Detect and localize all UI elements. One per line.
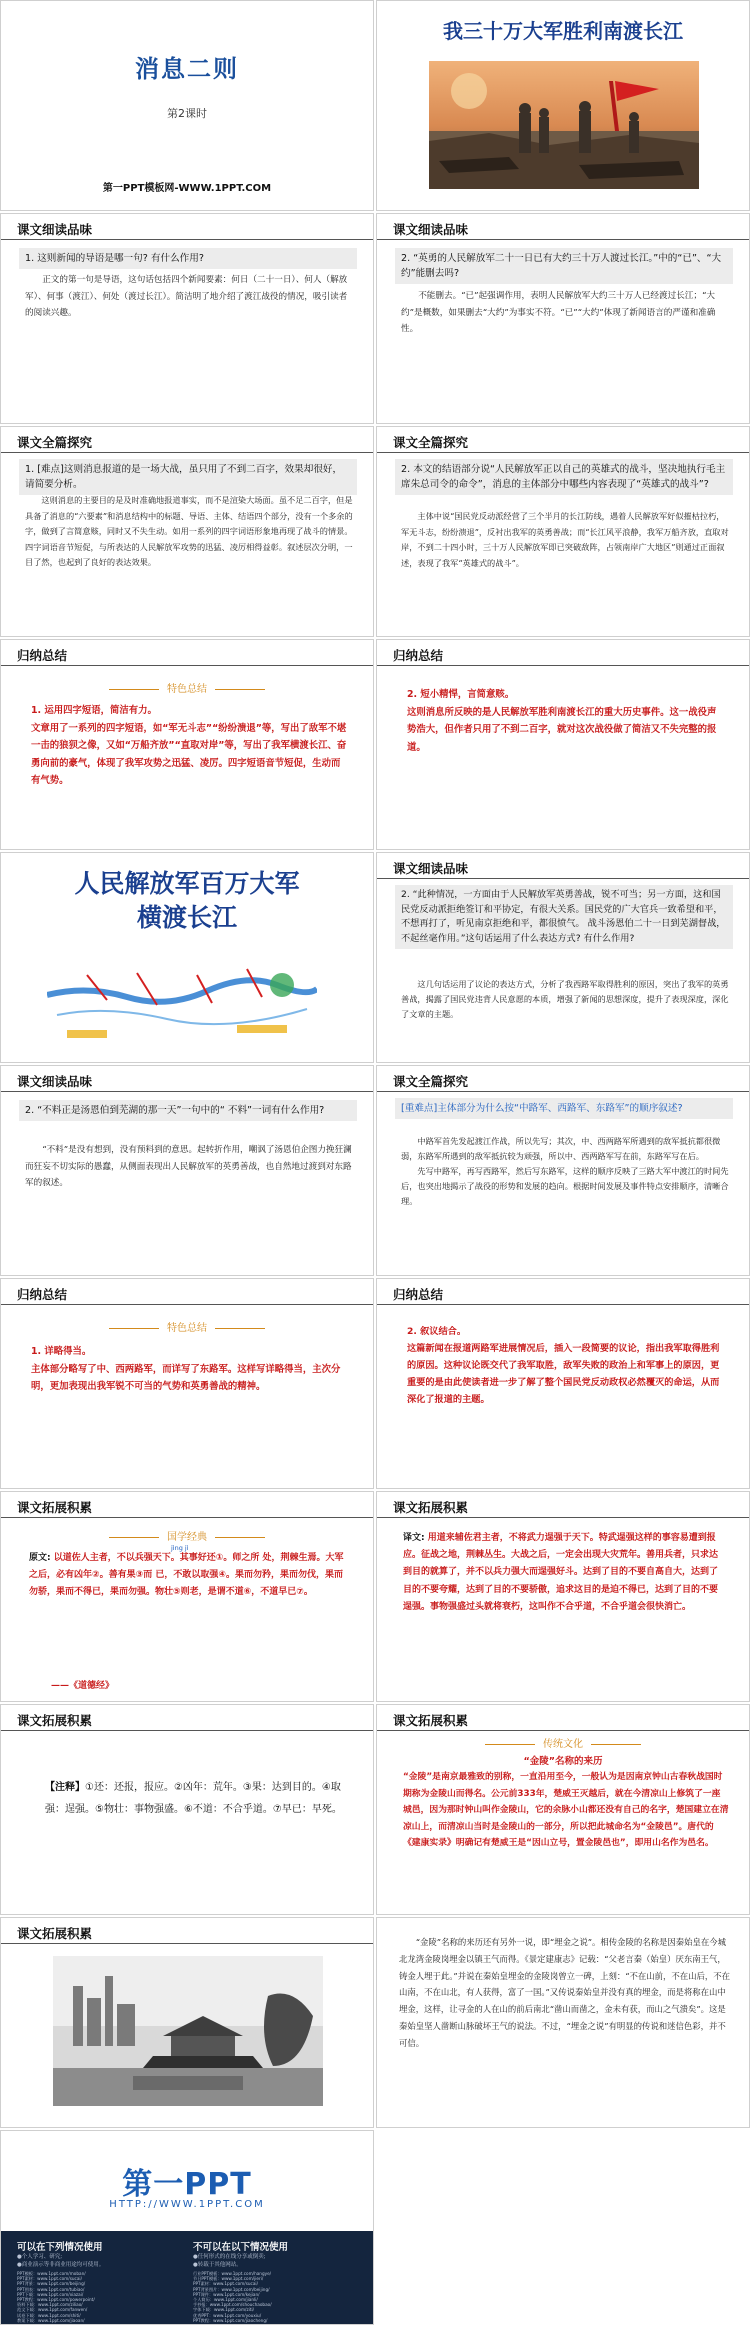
- lesson-title: 消息二则: [135, 55, 239, 83]
- slide-header: 归纳总结: [1, 1279, 373, 1305]
- slide-s17: [0, 1704, 374, 1915]
- question-text: 主体部分为什么按“中路军、西路军、东路军”的顺序叙述?: [437, 1103, 683, 1114]
- slide-ppt-footer: [0, 2130, 374, 2325]
- source-citation: ——《道德经》: [51, 1681, 115, 1691]
- slide-header: 课文拓展积累: [377, 1492, 749, 1518]
- slide-s8: [376, 639, 750, 850]
- legend-text: “金陵”名称的来历还有另外一说，即“埋金之说”。相传金陵的名称是因秦始皇在今城北龙湾金陵岗埋金以镇王气而得。《景定建康志》记载：“父老言秦（始皇）厌东南王气，铸金人埋于此。”并说在秦始皇埋金的金陵岗曾立一碑，上刻：“不在山前，不在山后，不在山南，不在山北，有人获得，富了一国。”又传说秦始皇并没有真的埋金，而是将称在山中埋金，这样，让寻金的人在山的前后南北“凿山而凿之，金未有获，而山之气溃矣”。这是秦始皇坚人凿断山脉破坏王气的说法。不过，“埋金之说”有明显的传说和迷信色彩，并不可信。: [399, 1937, 730, 2048]
- divider-line: [215, 1537, 265, 1538]
- allowed-title: 可以在下列情况使用: [17, 2242, 103, 2253]
- resource-links-right[interactable]: 行业PPT模板：www.1ppt.com/hangye/ 节日PPT模板：www.1ppt.com/jieri/ PPT素材：www.1ppt.com/sucai/ PPT背景图片：www.1ppt.com/beijing/ PPT课件：www.1ppt.com/kejian/ 个人简历：www.1ppt.com/jianli/ 手抄报：www.1ppt.com/shouchaobao/ 字体下载：www.1ppt.com/ziti/ 优秀PPT：www.1ppt.com/youxiu/ PPT教程：www.1ppt.com/jiaocheng/: [193, 2271, 272, 2323]
- section-title: [1, 1528, 373, 1543]
- slide-heading: [1, 867, 373, 935]
- section-title-text: 国学经典: [167, 1532, 207, 1543]
- divider-line: [109, 689, 159, 690]
- slide-header: 课文拓展积累: [377, 1705, 749, 1731]
- text-label: 译文:: [403, 1533, 425, 1543]
- divider-line: [485, 1744, 535, 1745]
- difficulty-tag: [重难点]: [401, 1103, 438, 1114]
- slide-s20: [376, 1917, 750, 2128]
- river-crossing-map: [47, 945, 317, 1055]
- slide-header: 课文拓展积累: [1, 1705, 373, 1731]
- slide-header: 课文细读品味: [1, 1066, 373, 1092]
- summary-text: 2. 叙议结合。 这篇新闻在报道两路军进展情况后，插入一段简要的议论，指出我军取得胜利的原因。这种议论既交代了我军取胜，敌军失败的政治上和军事上的原因，更重要的是由此使读者进一步了解了整个国民党反动政权必然覆灭的命运，从而深化了报道的主题。: [407, 1326, 720, 1405]
- forbidden-text: ●任何形式的在线分享或倒卖; ●转载于其他网站。: [193, 2254, 266, 2268]
- heading-line-1: 人民解放军百万大军: [74, 869, 300, 898]
- summary-text: 1. 详略得当。 主体部分略写了中、西两路军，而详写了东路军。这样写详略得当，主次分明，更加表现出我军锐不可当的气势和英勇善战的精神。: [31, 1346, 341, 1392]
- question-box: 2. “英勇的人民解放军二十一日已有大约三十万人渡过长江。”中的“已”、“大约”能删去吗?: [395, 248, 733, 284]
- section-title: [377, 1735, 749, 1750]
- slide-s7: [0, 639, 374, 850]
- slide-s3: [0, 213, 374, 424]
- divider-line: [109, 1328, 159, 1329]
- slide-title: [0, 0, 374, 211]
- answer-text: 这几句话运用了议论的表达方式，分析了我西路军取得胜利的原因，突出了我军的英勇善战，揭露了国民党违背人民意愿的本质，增强了新闻的思想深度，提升了表现深度，深化了文章的主题。: [401, 979, 729, 1019]
- battle-painting-image: [429, 61, 699, 189]
- answer-text: 中路军首先发起渡江作战，所以先写；其次，中、西两路军所遇到的敌军抵抗都很微弱，东路军所遇到的敌军抵抗较为顽强，所以中、西两路军写在前，东路军写在后。 先写中路军，再写西路军，然后写东路军，这样的顺序反映了三路大军中渡江的时间先后，也突出地揭示了战役的形势和发展的趋向。根据时间发展及事件特点安排顺序，清晰合理。: [401, 1136, 729, 1206]
- ppt-logo-area: [1, 2131, 373, 2231]
- divider-line: [215, 1328, 265, 1329]
- empty-area: [376, 2130, 750, 2325]
- slide-s4: [376, 213, 750, 424]
- notes-label: 【注释】: [45, 1782, 85, 1793]
- answer-text: 主体中说“国民党反动派经营了三个半月的长江防线，遇着人民解放军好似摧枯拉朽，军无斗志，纷纷溃退”，反衬出我军的英勇善战；而“长江风平浪静，我军万船齐放，直取对岸，不到二十四小时，三十万人民解放军即已突破敌阵，占领南岸广大地区”则通过正面叙述，表现了我军“英雄式的战斗”。: [401, 511, 729, 568]
- slide-s19: [0, 1917, 374, 2128]
- notes-body: ①还：还报，报应。②凶年：荒年。③果：达到目的。④取强：逞强。⑤物壮：事物强盛。⑥不道：不合乎道。⑦早已：早死。: [45, 1782, 342, 1815]
- allowed-text: ●个人学习、研究; ●商业演示等非商业用途均可使用。: [17, 2254, 105, 2268]
- heading-line-2: 横渡长江: [136, 903, 237, 932]
- pinyin-ruby: jìng jì: [171, 1544, 189, 1552]
- divider-line: [215, 689, 265, 690]
- slide-header: 课文拓展积累: [1, 1492, 373, 1518]
- question-box: 2. 本文的结语部分说“人民解放军正以自己的英雄式的战斗，坚决地执行毛主席朱总司令的命令”，消息的主体部分中哪些内容表现了“英雄式的战斗”?: [395, 459, 733, 495]
- slide-s12: [376, 1065, 750, 1276]
- slide-s5: [0, 426, 374, 637]
- slide-header: 归纳总结: [377, 1279, 749, 1305]
- slide-header: 课文全篇探究: [377, 427, 749, 453]
- slide-header: 课文细读品味: [377, 214, 749, 240]
- summary-text: 1. 运用四字短语，简洁有力。 文章用了一系列的四字短语，如“军无斗志”“纷纷溃退”等，写出了敌军不堪一击的狼狈之像，又如“万船齐放”“直取对岸”等，写出了我军横渡长江、奋勇向前的豪气，体现了我军攻势之迅猛、凌厉。四字短语音节短促，生动而有气势。: [31, 705, 347, 786]
- slide-header: 课文细读品味: [377, 853, 749, 879]
- ppt-url: HTTP://WWW.1PPT.COM: [109, 2199, 265, 2210]
- slide-header: 课文全篇探究: [1, 427, 373, 453]
- answer-text: “不料”是没有想到，没有预料到的意思。起转折作用，嘲讽了汤恩伯企图力挽狂澜而狂妄不切实际的愚蠢，从侧面表现出人民解放军的英勇善战，也自然地过渡到对东路军的叙述。: [25, 1145, 352, 1188]
- question-box: [395, 1098, 733, 1119]
- site-watermark: 第一PPT模板网-WWW.1PPT.COM: [102, 183, 272, 194]
- slide-s6: [376, 426, 750, 637]
- nanjing-photo: [53, 1956, 323, 2106]
- divider-line: [591, 1744, 641, 1745]
- section-title-text: 特色总结: [167, 1323, 207, 1334]
- slide-s16: [376, 1491, 750, 1702]
- slide-map: [0, 852, 374, 1063]
- slide-header: 归纳总结: [377, 640, 749, 666]
- section-title: [1, 680, 373, 695]
- classic-text: [29, 1550, 347, 1601]
- resource-links-left[interactable]: PPT模板：www.1ppt.com/moban/ PPT素材：www.1ppt.com/sucai/ PPT背景：www.1ppt.com/beijing/ PPT图表：www.1ppt.com/tubiao/ PPT下载：www.1ppt.com/xiazai/ PPT教程：www.1ppt.com/powerpoint/ 资料下载：www.1ppt.com/ziliao/ 范文下载：www.1ppt.com/fanwen/ 试卷下载：www.1ppt.com/shiti/ 教案下载：www.1ppt.com/jiaoan/: [17, 2271, 95, 2323]
- question-box: 1. 这则新闻的导语是哪一句? 有什么作用?: [19, 248, 357, 269]
- divider-line: [109, 1537, 159, 1538]
- answer-text: 这则消息的主要目的是及时准确地报道事实，而不是渲染大场面。虽不足二百字，但是具备了消息的“六要素”和消息结构中的标题、导语、主体、结语四个部分，没有一个多余的字，做到了言简意赅，同时又不失生动。如用一系列的四字词语形象地再现了战斗的情景。四字词语音节短促，与所表达的人民解放军攻势的迅猛、凌厉相得益彰。叙述层次分明，一目了然，也起到了良好的表达效果。: [25, 495, 353, 567]
- culture-subtitle: “金陵”名称的来历: [523, 1756, 603, 1767]
- translation-text: [403, 1530, 723, 1616]
- slide-heading: 我三十万大军胜利南渡长江: [443, 19, 683, 43]
- slide-s14: [376, 1278, 750, 1489]
- text-label: 原文:: [29, 1553, 51, 1563]
- section-title-text: 传统文化: [543, 1739, 583, 1750]
- section-title-text: 特色总结: [167, 684, 207, 695]
- slide-header: 归纳总结: [1, 640, 373, 666]
- ppt-usage-panel: [1, 2231, 373, 2325]
- forbidden-title: 不可以在以下情况使用: [193, 2242, 289, 2253]
- question-box: 2. “不料正是汤恩伯到芜湖的那一天”一句中的“ 不料”一词有什么作用?: [19, 1100, 357, 1121]
- answer-text: 正文的第一句是导语，这句话包括四个新闻要素：何日（二十一日）、何人（解放军）、何事（渡江）、何处（渡过长江）。简洁明了地介绍了渡江战役的情况，吸引读者的阅读兴趣。: [25, 275, 348, 318]
- slide-header: 课文细读品味: [1, 214, 373, 240]
- classic-body: 以道佐人主者，不以兵强天下。其事好还①。师之所 处，荆棘生焉。大军之后，必有凶年②。善有果③而 已，不敢以取强④。果而勿矜，果而勿伐，果而勿骄，果而不得已，果而勿强。物壮⑤则老，是谓不道⑥，不道早已⑦。: [29, 1553, 344, 1597]
- slide-battle-painting: [376, 0, 750, 211]
- slide-s10: [376, 852, 750, 1063]
- slide-header: 课文全篇探究: [377, 1066, 749, 1092]
- translation-body: 用道来辅佐君主者，不将武力逞强于天下。特武逞强这样的事容易遭到报应。征战之地，荆棘丛生。大战之后，一定会出现大灾荒年。善用兵者，只求达到目的就算了，并不以兵力强大而逞强好斗。达到了目的不要自高自大，达到了目的不要夸耀，达到了目的不要骄傲，追求这目的是迫不得已，达到了目的不要逞强。事物强盛过头就将衰朽，这叫作不合乎道，不合乎道会很快消亡。: [403, 1533, 719, 1612]
- slide-s13: [0, 1278, 374, 1489]
- slide-s15: [0, 1491, 374, 1702]
- culture-text: “金陵”是南京最雅致的别称，一直沿用至今，一般认为是因南京钟山古春秋战国时期称为金陵山而得名。公元前333年，楚威王灭越后，就在今清凉山上修筑了一座城邑，因为那时钟山叫作金陵山，它的余脉小山都还没有自己的名字，楚国建立在清凉山上，而清凉山当时是金陵山的一部分，所以把此城命名为“金陵邑”。唐代的《建康实录》明确记有楚威王是“因山立号，置金陵邑也”，即用山名作为邑名。: [403, 1772, 729, 1848]
- section-title: [1, 1319, 373, 1334]
- slide-s11: [0, 1065, 374, 1276]
- answer-text: 不能删去。“已”起强调作用，表明人民解放军大约三十万人已经渡过长江；“大约”是概数，如果删去“大约”为事实不符。“已”“大约”体现了新闻语言的严谨和准确性。: [401, 291, 716, 334]
- slide-s18: [376, 1704, 750, 1915]
- slide-header: 课文拓展积累: [1, 1918, 373, 1944]
- notes-text: [45, 1777, 347, 1821]
- question-box: 2. “此种情况，一方面由于人民解放军英勇善战，锐不可当；另一方面，这和国民党反动派拒绝签订和平协定，有很大关系。国民党的广大官兵一致希望和平，不想再打了，听见南京拒绝和平，都很愤气。 战斗汤恩伯二十一日到芜湖督战，不起丝毫作用。”这句话运用了什么表达方式? 有什么作用?: [395, 885, 733, 949]
- lesson-subtitle: 第2课时: [167, 107, 207, 120]
- summary-text: 2. 短小精悍，言简意赅。 这则消息所反映的是人民解放军胜利南渡长江的重大历史事件。这一战役声势浩大，但作者只用了不到二百字，就对这次战役做了简洁又不失完整的报道。: [407, 689, 717, 753]
- ppt-logo: 第一PPT: [122, 2167, 252, 2202]
- question-box: 1. [难点]这则消息报道的是一场大战，虽只用了不到二百字，效果却很好，请简要分析。: [19, 459, 357, 495]
